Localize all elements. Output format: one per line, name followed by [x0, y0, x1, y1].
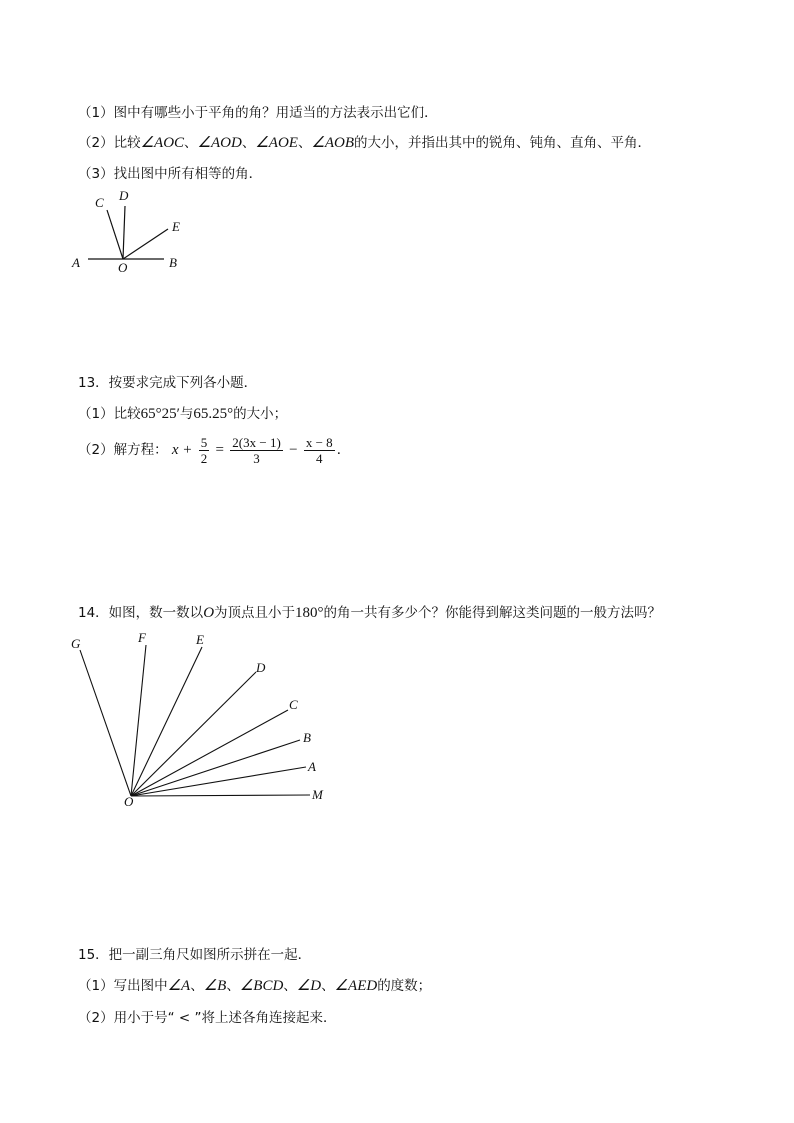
label-g: G [71, 636, 81, 651]
angle-aob: ∠AOB [311, 135, 355, 151]
label-b: B [303, 730, 311, 745]
value-dms: 65°25′ [140, 406, 180, 422]
label-c: C [289, 697, 298, 712]
angle-b: ∠B [203, 978, 227, 994]
q15-part2: （2）用小于号“ < ”将上述各角连接起来． [78, 1010, 337, 1026]
q15-title: 15．把一副三角尺如图所示拼在一起． [78, 947, 312, 963]
ray-od [131, 672, 256, 796]
label-e: E [196, 632, 204, 647]
q14-text: 14．如图，数一数以O为顶点且小于180°的角一共有多少个？你能得到解这类问题的一般方法吗？ [78, 605, 662, 621]
q12-part1: （1）图中有哪些小于平角的角？用适当的方法表示出它们． [78, 105, 438, 121]
q13-part1: （1）比较65°25′与65.25°的大小； [78, 406, 288, 422]
ray-om [131, 795, 310, 796]
q12-part3: （3）找出图中所有相等的角． [78, 166, 263, 182]
label-d: D [256, 660, 266, 675]
q13-title: 13．按要求完成下列各小题． [78, 375, 258, 391]
q15-part1: （1）写出图中∠A、∠B、∠BCD、∠D、∠AED的度数； [78, 978, 432, 994]
fraction-5-over-2: $\frac{5}{2}$ [200, 434, 208, 466]
equation-x: x + [171, 442, 193, 458]
label-b: B [169, 255, 177, 270]
angle-aod: ∠AOD [197, 135, 242, 151]
label-c: C [95, 195, 104, 210]
label-m: M [312, 787, 323, 802]
ray-of [131, 645, 146, 796]
angle-bcd: ∠BCD [239, 978, 284, 994]
ray-oe [131, 647, 202, 796]
value-decimal: 65.25° [193, 406, 234, 422]
point-o: O [203, 605, 215, 621]
q13-part2: （2）解方程： x + $\frac{5}{2}$ = $\frac{2(3x - 1)}{3}$ − $\frac{x - 8}{4}$ ． [78, 434, 351, 466]
fraction-x-8-over-4: $\frac{x - 8}{4}$ [305, 434, 333, 466]
label-a: A [308, 759, 316, 774]
angle-a: ∠A [167, 978, 191, 994]
fraction-2-3x-1-over-3: $\frac{2(3x - 1)}{3}$ [232, 434, 281, 466]
ray-og [80, 650, 131, 796]
angle-aoc: ∠AOC [140, 135, 185, 151]
angle-d: ∠D [296, 978, 322, 994]
q12-part2: （2）比较∠AOC、∠AOD、∠AOE、∠AOB的大小，并指出其中的锐角、钝角、直角、平角． [78, 135, 652, 151]
label-o: O [124, 794, 134, 809]
label-o: O [118, 260, 128, 275]
angle-aed: ∠AED [334, 978, 378, 994]
label-e: E [172, 219, 180, 234]
label-f: F [138, 630, 146, 645]
label-d: D [119, 188, 129, 203]
label-a: A [72, 255, 80, 270]
angle-aoe: ∠AOE [255, 135, 298, 151]
degree-180: 180° [295, 605, 324, 621]
ray-ob [131, 740, 300, 796]
